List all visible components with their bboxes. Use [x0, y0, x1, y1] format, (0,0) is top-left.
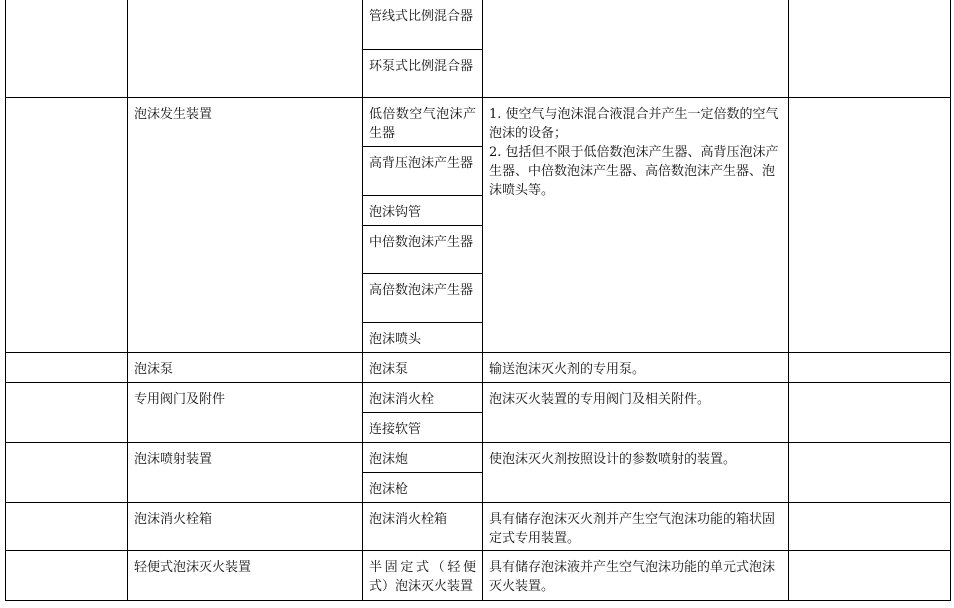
remark-cell — [789, 98, 951, 353]
remark-cell — [789, 383, 951, 443]
description-cell — [483, 0, 789, 98]
item-cell: 泡沫炮 — [363, 443, 483, 473]
empty-cell — [6, 0, 128, 98]
table-row — [6, 98, 951, 147]
category-cell: 泡沫泵 — [128, 353, 363, 383]
empty-cell — [6, 353, 128, 383]
description-cell: 泡沫灭火装置的专用阀门及相关附件。 — [483, 383, 789, 443]
foam-equipment-table — [5, 0, 951, 601]
item-cell: 管线式比例混合器 — [363, 0, 483, 50]
remark-cell — [789, 551, 951, 601]
empty-cell — [6, 443, 128, 503]
empty-cell — [6, 98, 128, 353]
item-cell: 泡沫钩管 — [363, 196, 483, 226]
category-cell: 轻便式泡沫灭火装置 — [128, 551, 363, 601]
table-row — [6, 503, 951, 551]
category-cell: 泡沫消火栓箱 — [128, 503, 363, 551]
item-cell: 低倍数空气泡沫产生器 — [363, 98, 483, 147]
table-row — [6, 443, 951, 473]
empty-cell — [6, 551, 128, 601]
remark-cell — [789, 503, 951, 551]
remark-cell — [789, 0, 951, 98]
item-cell: 中倍数泡沫产生器 — [363, 226, 483, 274]
item-cell: 半固定式（轻便式）泡沫灭火装置 — [363, 551, 483, 601]
description-cell: 具有储存泡沫液并产生空气泡沫功能的单元式泡沫灭火装置。 — [483, 551, 789, 601]
description-cell: 使泡沫灭火剂按照设计的参数喷射的装置。 — [483, 443, 789, 503]
item-cell: 环泵式比例混合器 — [363, 50, 483, 98]
item-cell: 泡沫枪 — [363, 473, 483, 503]
category-cell: 专用阀门及附件 — [128, 383, 363, 443]
item-cell: 泡沫喷头 — [363, 323, 483, 353]
empty-cell — [6, 503, 128, 551]
table-row — [6, 353, 951, 383]
table-row — [6, 551, 951, 601]
category-cell — [128, 0, 363, 98]
table-row — [6, 0, 951, 50]
description-cell: 具有储存泡沫灭火剂并产生空气泡沫功能的箱状固定式专用装置。 — [483, 503, 789, 551]
empty-cell — [6, 383, 128, 443]
remark-cell — [789, 353, 951, 383]
item-cell: 高背压泡沫产生器 — [363, 147, 483, 196]
description-line: 2. 包括但不限于低倍数泡沫产生器、高背压泡沫产生器、中倍数泡沫产生器、高倍数泡沫产生器、泡沫喷头等。 — [489, 145, 779, 198]
item-cell: 泡沫消火栓箱 — [363, 503, 483, 551]
table-row — [6, 383, 951, 413]
item-cell: 连接软管 — [363, 413, 483, 443]
description-cell — [483, 98, 789, 353]
remark-cell — [789, 443, 951, 503]
description-cell: 输送泡沫灭火剂的专用泵。 — [483, 353, 789, 383]
category-cell: 泡沫喷射装置 — [128, 443, 363, 503]
item-cell: 泡沫泵 — [363, 353, 483, 383]
category-cell: 泡沫发生装置 — [128, 98, 363, 353]
description-line: 1. 使空气与泡沫混合液混合并产生一定倍数的空气泡沫的设备； — [489, 107, 779, 141]
item-cell: 高倍数泡沫产生器 — [363, 274, 483, 323]
item-cell: 泡沫消火栓 — [363, 383, 483, 413]
